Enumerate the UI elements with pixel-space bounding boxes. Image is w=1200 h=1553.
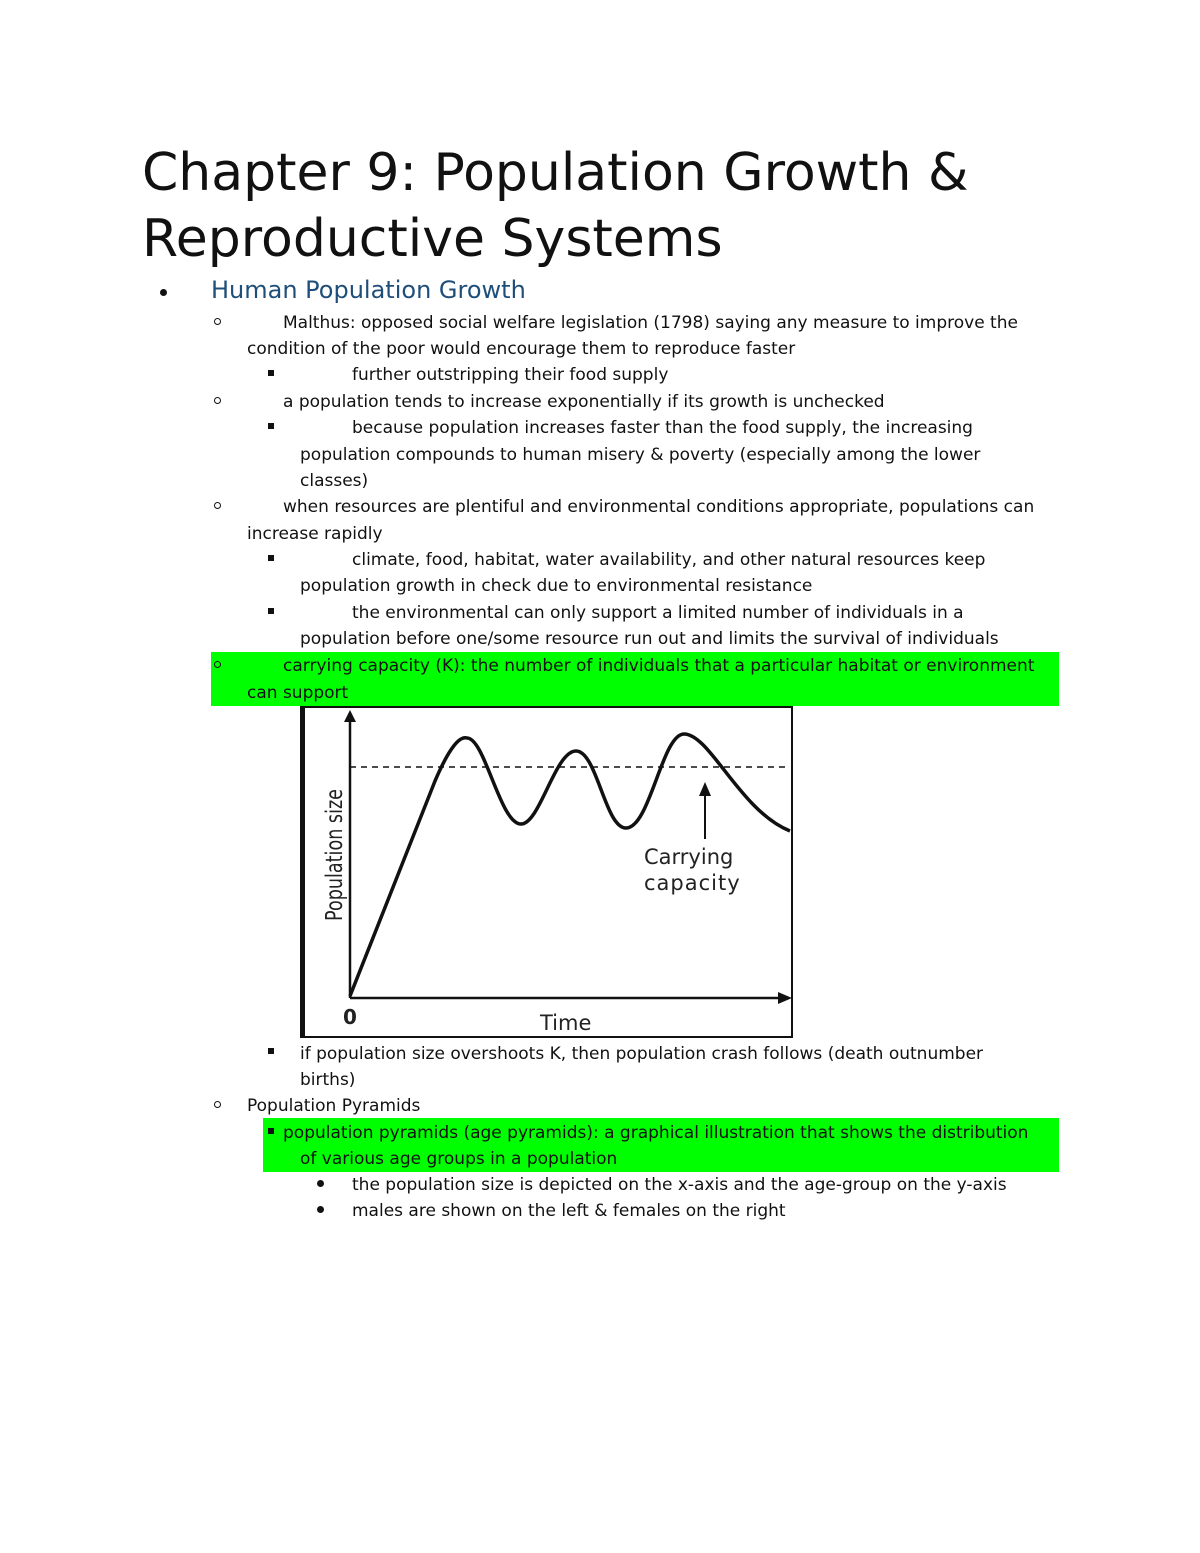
text-line: a population tends to increase exponentially if its growth is unchecked (283, 392, 885, 412)
annotation-capacity: capacity (644, 871, 741, 895)
bullet-square (268, 555, 274, 561)
text-line: further outstripping their food supply (352, 365, 669, 385)
section-heading: Human Population Growth (211, 276, 526, 304)
bullet-circle (214, 1101, 221, 1108)
bullet-square (268, 1128, 274, 1134)
text-line: can support (247, 683, 349, 703)
x-axis-label: Time (540, 1011, 592, 1035)
text-line: carrying capacity (K): the number of individuals that a particular habitat or environment (283, 656, 1035, 676)
page-title: Chapter 9: Population Growth & Reproductive Systems (142, 143, 969, 269)
text-line: climate, food, habitat, water availability, and other natural resources keep (352, 550, 986, 570)
text-line: males are shown on the left & females on the right (352, 1201, 786, 1221)
bullet-square (268, 370, 274, 376)
text-line: if population size overshoots K, then population crash follows (death outnumber (300, 1044, 984, 1064)
bullet-circle (214, 661, 221, 668)
text-line: the environmental can only support a limited number of individuals in a (352, 603, 964, 623)
text-line: population pyramids (age pyramids): a graphical illustration that shows the distribution (283, 1123, 1029, 1143)
y-axis-label: Population size (322, 748, 348, 921)
origin-label: 0 (343, 1005, 357, 1029)
bullet-square (268, 1048, 274, 1054)
text-line: increase rapidly (247, 524, 383, 544)
bullet-circle (214, 502, 221, 509)
bullet-square (268, 608, 274, 614)
bullet-disc (317, 1206, 324, 1213)
bullet-disc (317, 1180, 324, 1187)
text-line: when resources are plentiful and environmental conditions appropriate, populations can (283, 497, 1035, 517)
figure-left-edge (300, 706, 305, 1038)
text-line: of various age groups in a population (300, 1149, 618, 1169)
figure-svg (300, 706, 793, 1038)
bullet-disc (160, 289, 167, 296)
annotation-carrying: Carrying (644, 845, 734, 869)
text-line: population before one/some resource run out and limits the survival of individuals (300, 629, 999, 649)
text-line: the population size is depicted on the x-axis and the age-group on the y-axis (352, 1175, 1007, 1195)
carrying-capacity-figure (300, 706, 793, 1038)
text-line: Malthus: opposed social welfare legislation (1798) saying any measure to improve the (283, 313, 1018, 333)
bullet-circle (214, 397, 221, 404)
bullet-square (268, 423, 274, 429)
bullet-circle (214, 318, 221, 325)
text-line: births) (300, 1070, 356, 1090)
text-line: population compounds to human misery & poverty (especially among the lower (300, 445, 981, 465)
text-line: Population Pyramids (247, 1096, 421, 1116)
text-line: classes) (300, 471, 369, 491)
text-line: because population increases faster than the food supply, the increasing (352, 418, 973, 438)
text-line: population growth in check due to environmental resistance (300, 576, 813, 596)
text-line: condition of the poor would encourage them to reproduce faster (247, 339, 796, 359)
